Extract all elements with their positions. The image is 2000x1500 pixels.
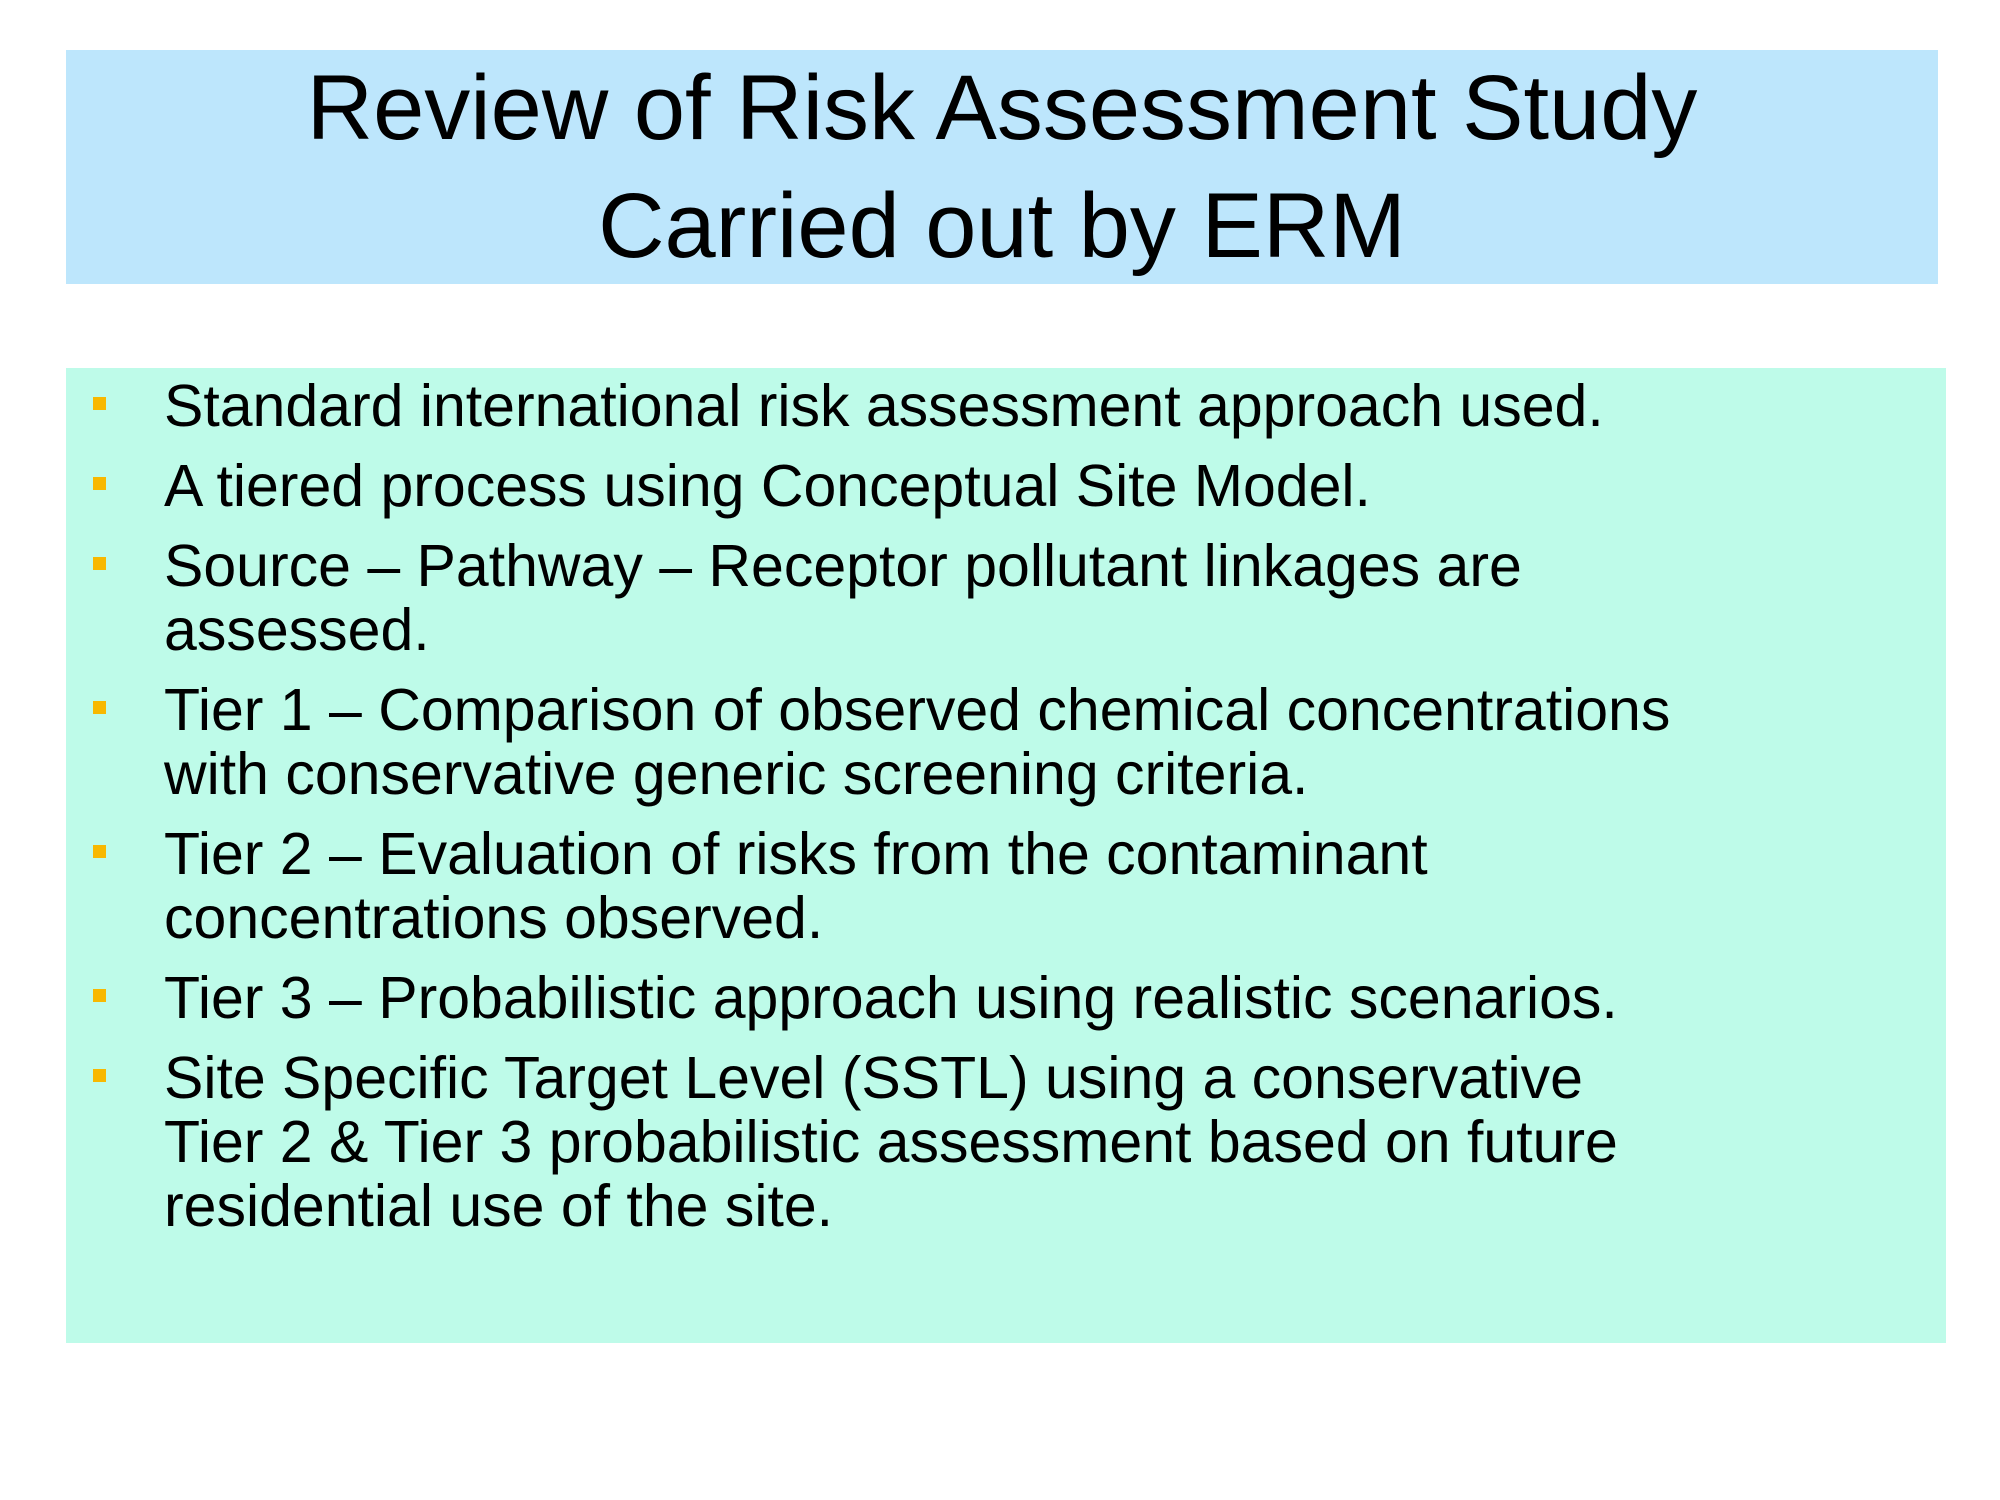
slide-title-line-1: Review of Risk Assessment Study [306,57,1698,159]
bullet-text-line: Tier 2 – Evaluation of risks from the contaminant [164,821,1428,887]
bullet-item [66,534,1946,662]
bullet-text-line: Tier 1 – Comparison of observed chemical concentrations [164,677,1671,743]
bullet-text-line: Tier 2 & Tier 3 probabilistic assessment based on future [164,1109,1618,1175]
square-bullet-icon [93,1069,106,1082]
bullet-text-line: assessed. [164,597,430,663]
square-bullet-icon [93,477,106,490]
bullet-text-line: Site Specific Target Level (SSTL) using a conservative [164,1045,1583,1111]
square-bullet-icon [93,845,106,858]
bullet-text-line: Standard international risk assessment approach used. [164,373,1604,439]
square-bullet-icon [93,701,106,714]
square-bullet-icon [93,557,106,570]
bullet-item [66,454,1946,518]
slide-title-line-2: Carried out by ERM [598,175,1406,277]
bullet-list [66,374,1946,1254]
bullet-text-line: with conservative generic screening criteria. [164,741,1309,807]
bullet-text-line: A tiered process using Conceptual Site Model. [164,453,1371,519]
square-bullet-icon [93,989,106,1002]
slide-content-box [66,368,1946,1343]
bullet-text-line: Tier 3 – Probabilistic approach using realistic scenarios. [164,965,1618,1031]
bullet-item [66,966,1946,1030]
bullet-item [66,822,1946,950]
bullet-item [66,1046,1946,1238]
bullet-text-line: residential use of the site. [164,1173,834,1239]
bullet-text-line: Source – Pathway – Receptor pollutant linkages are [164,533,1522,599]
bullet-text-line: concentrations observed. [164,885,824,951]
slide-title-box [66,50,1938,284]
bullet-item [66,678,1946,806]
bullet-item [66,374,1946,438]
square-bullet-icon [93,397,106,410]
